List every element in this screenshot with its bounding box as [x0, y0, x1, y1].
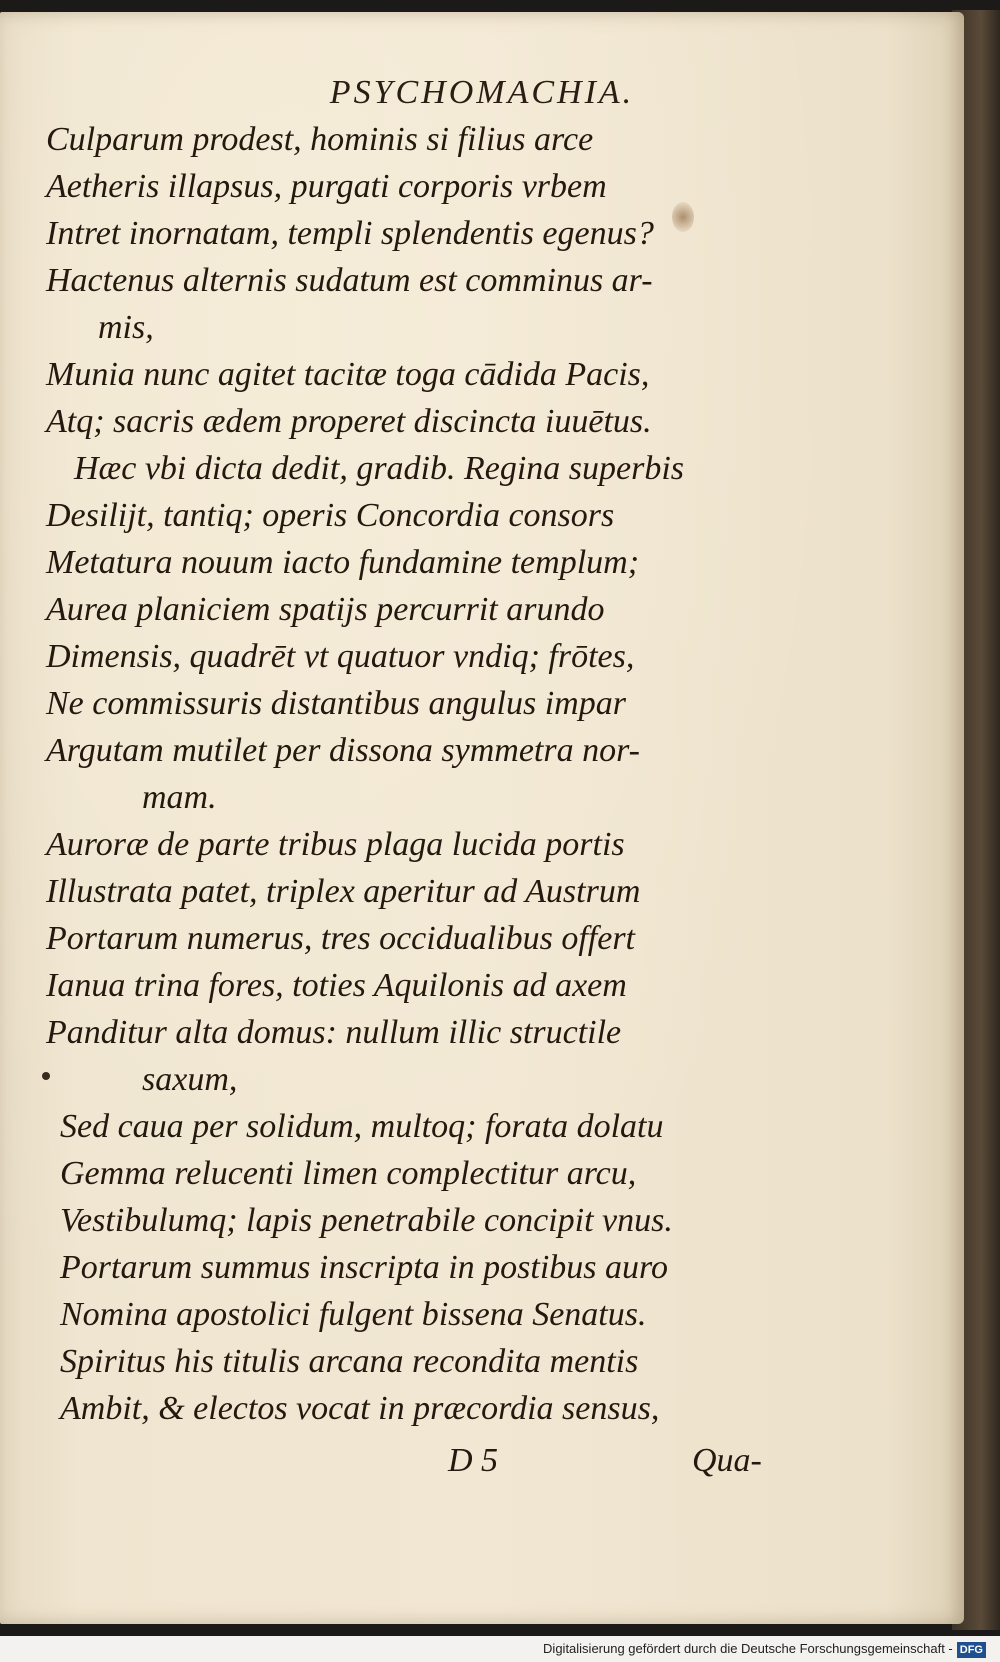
verse-line-continuation: mam. [142, 779, 217, 816]
verse-line: Atq; sacris ædem properet discincta iuuētus. [46, 403, 652, 440]
verse-line: Argutam mutilet per dissona symmetra nor- [46, 732, 640, 769]
verse-line: Ambit, & electos vocat in præcordia sensus, [60, 1390, 660, 1427]
verse-line: Illustrata patet, triplex aperitur ad Austrum [46, 873, 641, 910]
verse-line: Hæc vbi dicta dedit, gradib. Regina superbis [74, 450, 685, 487]
catchword: Qua- [692, 1442, 762, 1479]
verse-line: Aetheris illapsus, purgati corporis vrbem [46, 168, 607, 205]
verse-line: Vestibulumq; lapis penetrabile concipit vnus. [60, 1202, 673, 1239]
verse-line: Metatura nouum iacto fundamine templum; [46, 544, 640, 581]
verse-line: Sed caua per solidum, multoq; forata dolatu [60, 1108, 664, 1145]
verse-line: Intret inornatam, templi splendentis egenus? [46, 215, 654, 252]
credit-text: Digitalisierung gefördert durch die Deutsche Forschungsgemeinschaft - [543, 1641, 953, 1656]
verse-line: Ne commissuris distantibus angulus impar [46, 685, 626, 722]
verse-line: Gemma relucenti limen complectitur arcu, [60, 1155, 637, 1192]
verse-line: Desilijt, tantiq; operis Concordia consors [46, 497, 615, 534]
verse-line-continuation: saxum, [142, 1061, 238, 1098]
verse-line: Nomina apostolici fulgent bissena Senatus. [60, 1296, 647, 1333]
verse-line: Panditur alta domus: nullum illic structile [46, 1014, 622, 1051]
verse-line: Auroræ de parte tribus plaga lucida portis [46, 826, 625, 863]
verse-line: Aurea planiciem spatijs percurrit arundo [46, 591, 605, 628]
verse-text [46, 116, 786, 1432]
verse-line: Culparum prodest, hominis si filius arce [46, 121, 594, 158]
verse-line: Dimensis, quadrēt vt quatuor vndiq; frōtes, [46, 638, 635, 675]
verse-line: Portarum summus inscripta in postibus auro [60, 1249, 668, 1286]
running-head: PSYCHOMACHIA. [329, 74, 635, 111]
signature-mark: D 5 [448, 1442, 499, 1479]
book-page [0, 12, 964, 1624]
digitization-credit [543, 1638, 986, 1660]
verse-line: Portarum numerus, tres occidualibus offert [46, 920, 635, 957]
verse-line: Hactenus alternis sudatum est comminus ar- [46, 262, 653, 299]
verse-line: Ianua trina fores, toties Aquilonis ad axem [46, 967, 627, 1004]
verse-line: Munia nunc agitet tacitæ toga cādida Pacis, [46, 356, 650, 393]
verse-line: Spiritus his titulis arcana recondita mentis [60, 1343, 639, 1380]
dfg-logo: DFG [957, 1642, 986, 1658]
page-footer [0, 1442, 964, 1492]
verse-line-continuation: mis, [98, 309, 154, 346]
